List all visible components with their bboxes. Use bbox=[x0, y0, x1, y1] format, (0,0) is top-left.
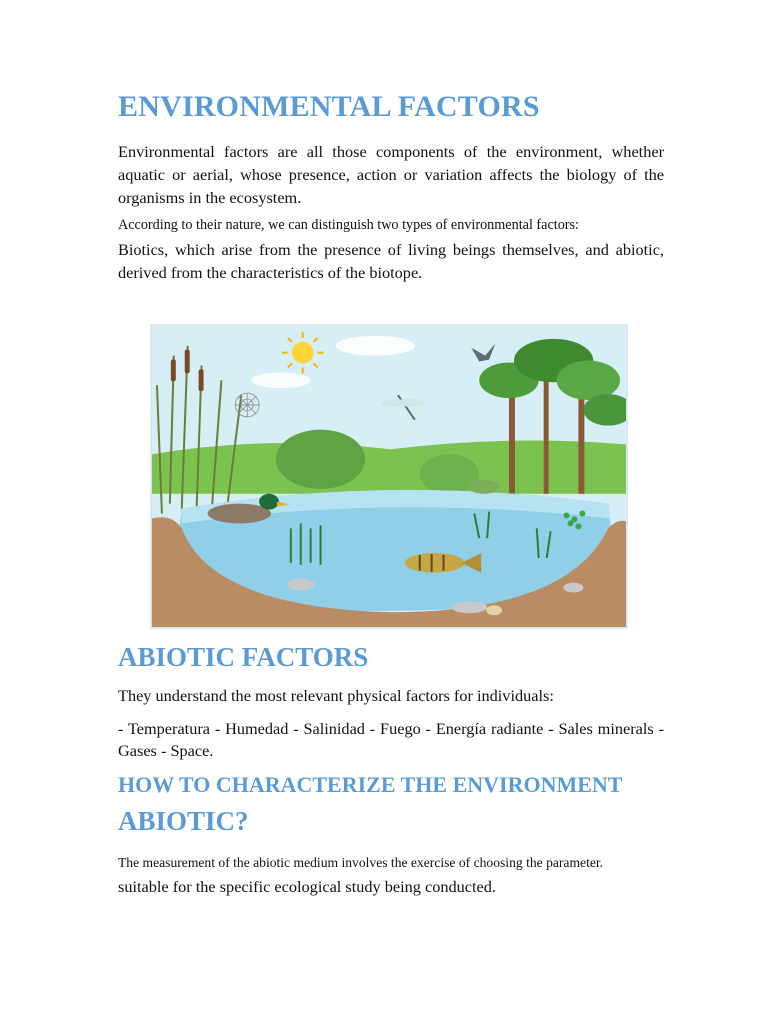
question-heading-line2: ABIOTIC? bbox=[118, 806, 249, 836]
intro-paragraph: Environmental factors are all those components of the environment, whether aquatic or aerial, whose presence, action or variation affects the biology of the organisms in the ecosystem. bbox=[118, 142, 664, 207]
frog-icon bbox=[468, 480, 500, 494]
abiotic-factors-heading: ABIOTIC FACTORS bbox=[118, 642, 369, 672]
abiotic-intro: They understand the most relevant physical factors for individuals: bbox=[118, 686, 554, 705]
question-heading-line1: HOW TO CHARACTERIZE THE ENVIRONMENT bbox=[118, 772, 623, 797]
spider-web-icon bbox=[235, 393, 259, 417]
types-paragraph: Biotics, which arise from the presence of living beings themselves, and abiotic, derived from the characteristics of the biotope. bbox=[118, 240, 664, 282]
shell-icon bbox=[486, 605, 502, 615]
measurement-line2: suitable for the specific ecological study being conducted. bbox=[118, 877, 496, 896]
measurement-line1: The measurement of the abiotic medium involves the exercise of choosing the parameter. bbox=[118, 855, 604, 870]
nature-line: According to their nature, we can distinguish two types of environmental factors: bbox=[118, 217, 579, 233]
page-title: ENVIRONMENTAL FACTORS bbox=[118, 90, 540, 123]
abiotic-list: - Temperatura - Humedad - Salinidad - Fuego - Energía radiante - Sales minerals - Gases - Space. bbox=[118, 719, 664, 760]
pond-ecosystem-drawing bbox=[152, 326, 626, 627]
pond-ecosystem-illustration bbox=[150, 324, 628, 629]
